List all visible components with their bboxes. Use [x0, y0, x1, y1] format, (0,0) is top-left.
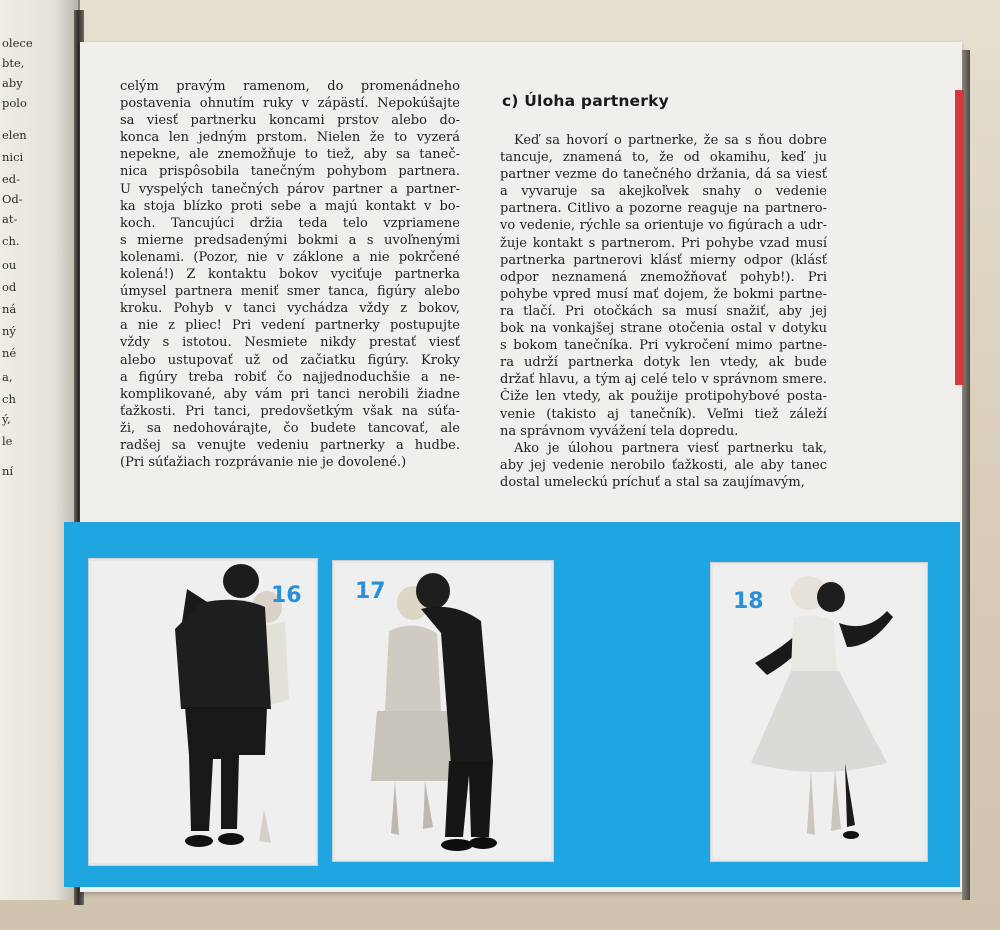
left-page-text-fragment: olece: [2, 36, 33, 50]
left-page-text-fragment: nici: [2, 150, 24, 164]
text-line: nepekne, ale znemožňuje to tiež, aby sa taneč-: [120, 147, 460, 163]
left-text-column: [120, 78, 460, 471]
left-page-text-fragment: ch.: [2, 234, 20, 248]
left-page-text-fragment: le: [2, 434, 13, 448]
left-page-text-fragment: a,: [2, 370, 13, 384]
figure-17-photo: [332, 560, 554, 862]
text-line: ra udrží partnerka dotyk len vtedy, ak bude: [500, 355, 827, 371]
text-line: Ako je úlohou partnera viesť partnerku tak,: [514, 440, 827, 456]
left-page-text-fragment: aby: [2, 76, 23, 90]
figure-16-photo: [88, 558, 318, 866]
text-line: U vyspelých tanečných párov partner a partner-: [120, 181, 460, 197]
text-line: Keď sa hovorí o partnerke, že sa s ňou dobre: [514, 133, 827, 148]
left-page-text-fragment: ed-: [2, 172, 21, 186]
dancers-illustration-17: [333, 561, 553, 861]
text-line: dostal umeleckú príchuť a stal sa zaujímavým,: [500, 474, 805, 490]
text-line: partner vezme do tanečného držania, dá sa viesť: [500, 167, 827, 183]
left-page-text-fragment: at-: [2, 212, 18, 226]
left-page-text-fragment: ný: [2, 324, 16, 338]
text-line: kroku. Pohyb v tanci vychádza vždy z bokov,: [120, 301, 460, 317]
text-line: vždy s istotou. Nesmiete nikdy prestať viesť: [120, 335, 460, 351]
figure-number: 17: [355, 579, 386, 604]
text-line: úmysel partnera meniť smer tanca, figúry alebo: [120, 284, 460, 300]
figure-18-photo: [710, 562, 928, 862]
text-line: sa viesť partnerku koncami prstov alebo do-: [120, 113, 460, 129]
left-page-text-fragment: ou: [2, 258, 17, 272]
text-line: na správnom vyvážení tela dopredu.: [500, 423, 739, 439]
text-line: vo vedenie, rýchle sa orientuje vo figúrach a udr-: [500, 218, 827, 234]
left-page-text-fragment: né: [2, 346, 17, 360]
left-page-text-fragment: elen: [2, 128, 27, 142]
text-line: koch. Tancujúci držia teda telo vzpriamene: [120, 215, 460, 231]
text-line: držať hlavu, a tým aj celé telo v správnom smere.: [500, 372, 827, 388]
text-line: pohybe vpred musí mať dojem, že bokmi partne-: [500, 286, 827, 302]
text-line: tancuje, znamená to, že od okamihu, keď ju: [500, 150, 827, 166]
text-line: postavenia ohnutím ruky v zápästí. Nepokúšajte: [120, 96, 460, 112]
text-line: kolená!) Z kontaktu bokov vyciťuje partnerka: [120, 267, 460, 283]
left-page-text-fragment: ý,: [2, 412, 11, 426]
text-line: ra tlačí. Pri otočkách sa musí snažiť, aby jej: [500, 303, 827, 319]
text-line: venie (takisto aj tanečník). Veľmi tiež záleží: [500, 406, 827, 422]
text-line: radšej sa venujte vedeniu partnerky a hudbe.: [120, 437, 460, 453]
section-heading: c) Úloha partnerky: [502, 92, 669, 110]
text-line: s bokom tanečníka. Pri vykročení mimo partne-: [500, 338, 827, 354]
text-line: bok na vonkajšej strane otočenia ostal v dotyku: [500, 321, 827, 337]
left-page-text-fragment: od: [2, 280, 17, 294]
text-line: konca len jedným prstom. Nielen že to vyzerá: [120, 130, 460, 146]
text-line: komplikované, aby vám pri tanci nerobili žiadne: [120, 386, 460, 402]
text-line: ži, sa nedohovárajte, čo budete tancovať, ale: [120, 420, 460, 436]
left-page-text-fragment: Od-: [2, 192, 23, 206]
text-line: ka stoja blízko proti sebe a majú kontakt v bo-: [120, 198, 460, 214]
text-line: aby jej vedenie nerobilo ťažkosti, ale aby tanec: [500, 457, 827, 473]
left-page-text-fragment: polo: [2, 96, 27, 110]
text-line: (Pri súťažiach rozprávanie nie je dovolené.): [120, 455, 407, 471]
text-line: a figúry treba robiť čo najjednoduchšie a ne-: [120, 369, 460, 385]
figure-number: 18: [733, 589, 764, 614]
text-line: partnerka partnerovi klásť mierny odpor (klásť: [500, 252, 827, 268]
text-line: a nie z pliec! Pri vedení partnerky postupujte: [120, 318, 460, 334]
text-line: kolenami. (Pozor, nie v záklone a nie pokrčené: [120, 249, 460, 265]
text-line: partnera. Citlivo a pozorne reaguje na partnero-: [500, 201, 827, 217]
text-line: žuje kontakt s partnerom. Pri pohybe vzad musí: [500, 235, 827, 251]
text-line: odpor neznamená znemožňovať pohyb!). Pri: [500, 269, 827, 285]
text-line: ťažkosti. Pri tanci, predovšetkým však na súťa-: [120, 403, 460, 419]
red-edge-marker: [955, 90, 964, 385]
figure-number: 16: [271, 583, 302, 608]
left-page-text-fragment: ná: [2, 302, 17, 316]
text-line: a vyvaruje sa akejkoľvek snahy o vedenie: [500, 184, 827, 200]
left-page-text-fragment: ch: [2, 392, 16, 406]
text-line: s mierne predsadenými bokmi a s uvoľnenými: [120, 232, 460, 248]
right-text-column: [500, 132, 827, 491]
left-page-text-fragment: bte,: [2, 56, 25, 70]
text-line: alebo ustupovať už od začiatku figúry. Kroky: [120, 352, 460, 368]
text-line: celým pravým ramenom, do promenádneho: [120, 79, 460, 94]
text-line: nica prispôsobila tanečným pohybom partnera.: [120, 164, 460, 180]
text-line: Čiže len vtedy, ak použije protipohybové posta-: [500, 389, 827, 405]
left-page-text-fragment: ní: [2, 464, 14, 478]
